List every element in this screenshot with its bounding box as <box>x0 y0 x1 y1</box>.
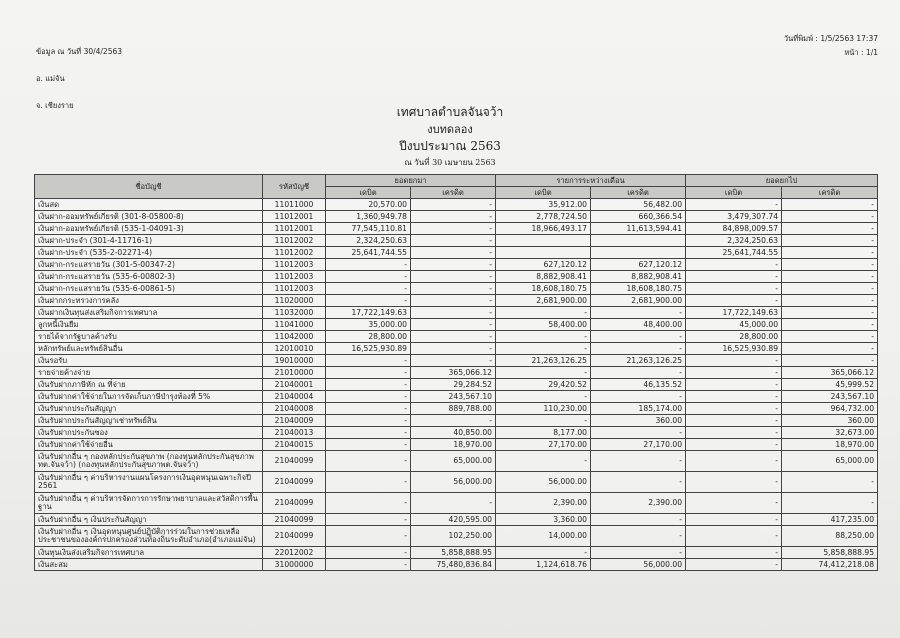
cf-credit-cell: 88,250.00 <box>782 526 878 547</box>
account-name-cell: เงินรับฝากค่าใช้จ่ายอื่น <box>35 439 263 451</box>
mv-debit-cell: 18,966,493.17 <box>496 223 591 235</box>
cf-debit-cell: - <box>686 403 782 415</box>
cf-debit-cell: - <box>686 367 782 379</box>
account-name-cell: เงินรับฝากอื่น ๆ เงินประกันสัญญา <box>35 514 263 526</box>
bf-debit-cell: - <box>326 559 411 571</box>
table-row <box>35 259 878 271</box>
cf-debit-cell: - <box>686 526 782 547</box>
account-name-cell: เงินรับฝากประกันสัญญา <box>35 403 263 415</box>
cf-debit-cell: - <box>686 283 782 295</box>
cf-credit-cell: - <box>782 223 878 235</box>
table-row <box>35 493 878 514</box>
account-code-cell: 11032000 <box>263 307 326 319</box>
bf-debit-cell: 35,000.00 <box>326 319 411 331</box>
mv-credit-cell: 2,681,900.00 <box>591 295 686 307</box>
mv-debit-cell: - <box>496 415 591 427</box>
cf-credit-cell: 243,567.10 <box>782 391 878 403</box>
table-row <box>35 199 878 211</box>
cf-credit-cell: 360.00 <box>782 415 878 427</box>
bf-credit-cell: - <box>411 199 496 211</box>
mv-credit-cell: 660,366.54 <box>591 211 686 223</box>
mv-credit-cell: - <box>591 514 686 526</box>
account-code-cell: 21040009 <box>263 415 326 427</box>
bf-debit-cell: - <box>326 367 411 379</box>
trial-balance-table <box>34 174 878 571</box>
account-name-cell: ลูกหนี้เงินยืม <box>35 319 263 331</box>
cf-credit-cell: - <box>782 295 878 307</box>
cf-debit-cell: 25,641,744.55 <box>686 247 782 259</box>
cf-credit-cell: - <box>782 472 878 493</box>
bf-debit-cell: - <box>326 514 411 526</box>
cf-debit-cell: - <box>686 355 782 367</box>
cf-credit-cell: 74,412,218.08 <box>782 559 878 571</box>
table-row <box>35 331 878 343</box>
mv-credit-cell: - <box>591 307 686 319</box>
account-code-cell: 11012003 <box>263 259 326 271</box>
bf-debit-cell: 2,324,250.63 <box>326 235 411 247</box>
cf-credit-cell: 5,858,888.95 <box>782 547 878 559</box>
cf-debit-cell: - <box>686 472 782 493</box>
bf-debit-cell: - <box>326 379 411 391</box>
account-code-cell: 21040013 <box>263 427 326 439</box>
mv-credit-cell: - <box>591 427 686 439</box>
bf-credit-cell: 40,850.00 <box>411 427 496 439</box>
col-cf-debit: เดบิต <box>686 187 782 199</box>
table-row <box>35 355 878 367</box>
bf-debit-cell: - <box>326 259 411 271</box>
table-row <box>35 559 878 571</box>
account-name-cell: เงินสะสม <box>35 559 263 571</box>
cf-credit-cell: 45,999.52 <box>782 379 878 391</box>
bf-credit-cell: - <box>411 415 496 427</box>
cf-debit-cell: - <box>686 199 782 211</box>
col-carried-forward: ยอดยกไป <box>686 175 878 187</box>
cf-credit-cell: - <box>782 493 878 514</box>
cf-debit-cell: - <box>686 493 782 514</box>
account-name-cell: รายได้จากรัฐบาลค้างรับ <box>35 331 263 343</box>
bf-credit-cell: - <box>411 493 496 514</box>
district-line: อ. แม่จัน <box>36 74 65 83</box>
table-row <box>35 295 878 307</box>
cf-credit-cell: - <box>782 343 878 355</box>
cf-credit-cell: 32,673.00 <box>782 427 878 439</box>
mv-debit-cell <box>496 235 591 247</box>
mv-credit-cell: - <box>591 547 686 559</box>
bf-credit-cell: 18,970.00 <box>411 439 496 451</box>
mv-credit-cell: 627,120.12 <box>591 259 686 271</box>
mv-credit-cell: - <box>591 331 686 343</box>
mv-debit-cell: - <box>496 343 591 355</box>
header-right <box>784 32 878 60</box>
report-title: งบทดลอง <box>427 123 473 136</box>
province-line: จ. เชียงราย <box>36 101 74 110</box>
mv-debit-cell: 21,263,126.25 <box>496 355 591 367</box>
as-of-title: ณ วันที่ 30 เมษายน 2563 <box>404 158 496 167</box>
cf-debit-cell: - <box>686 379 782 391</box>
account-code-cell: 21010000 <box>263 367 326 379</box>
account-code-cell: 12010010 <box>263 343 326 355</box>
bf-credit-cell: - <box>411 223 496 235</box>
bf-debit-cell: 1,360,949.78 <box>326 211 411 223</box>
account-name-cell: เงินรับฝากประกันสัญญาเช่าทรัพย์สิน <box>35 415 263 427</box>
bf-credit-cell: 56,000.00 <box>411 472 496 493</box>
table-row <box>35 367 878 379</box>
mv-credit-cell: 11,613,594.41 <box>591 223 686 235</box>
account-name-cell: รายจ่ายค้างจ่าย <box>35 367 263 379</box>
account-name-cell: เงินฝาก-ออมทรัพย์เกียรติ (301-8-05800-8) <box>35 211 263 223</box>
cf-debit-cell: 17,722,149.63 <box>686 307 782 319</box>
bf-debit-cell: 16,525,930.89 <box>326 343 411 355</box>
account-name-cell: เงินรับฝากอื่น ๆ ค่าบริหารงานแผนโครงการเงินอุดหนุนเฉพาะกิจปี 2561 <box>35 472 263 493</box>
mv-debit-cell <box>496 247 591 259</box>
bf-debit-cell: - <box>326 493 411 514</box>
mv-debit-cell: - <box>496 331 591 343</box>
bf-credit-cell: - <box>411 295 496 307</box>
account-name-cell: เงินฝากเงินทุนส่งเสริมกิจการเทศบาล <box>35 307 263 319</box>
bf-credit-cell: 65,000.00 <box>411 451 496 472</box>
account-name-cell: เงินฝาก-กระแสรายวัน (301-5-00347-2) <box>35 259 263 271</box>
account-code-cell: 11041000 <box>263 319 326 331</box>
account-code-cell: 21040008 <box>263 403 326 415</box>
table-row <box>35 211 878 223</box>
bf-debit-cell: - <box>326 547 411 559</box>
table-row <box>35 514 878 526</box>
account-name-cell: เงินฝาก-กระแสรายวัน (535-6-00861-5) <box>35 283 263 295</box>
cf-debit-cell: 2,324,250.63 <box>686 235 782 247</box>
cf-credit-cell: 18,970.00 <box>782 439 878 451</box>
account-name-cell: หลักทรัพย์และทรัพย์สินอื่น <box>35 343 263 355</box>
account-name-cell: เงินฝาก-กระแสรายวัน (535-6-00802-3) <box>35 271 263 283</box>
account-code-cell: 21040001 <box>263 379 326 391</box>
table-row <box>35 319 878 331</box>
cf-debit-cell: 16,525,930.89 <box>686 343 782 355</box>
bf-debit-cell: - <box>326 391 411 403</box>
account-code-cell: 21040099 <box>263 472 326 493</box>
table-row <box>35 427 878 439</box>
col-movement: รายการระหว่างเดือน <box>496 175 686 187</box>
col-account-code: รหัสบัญชี <box>263 175 326 199</box>
account-name-cell: เงินรับฝากอื่น ๆ เงินอุดหนุนศูนย์ปฏิบัติการร่วมในการช่วยเหลือประชาชนขององค์กรปกครองส่วนท้องถิ่นระดับอำเภอ(อำเภอแม่จัน) <box>35 526 263 547</box>
mv-debit-cell: 29,420.52 <box>496 379 591 391</box>
table-row <box>35 439 878 451</box>
bf-credit-cell: 420,595.00 <box>411 514 496 526</box>
bf-credit-cell: 243,567.10 <box>411 391 496 403</box>
account-name-cell: เงินฝากกระทรวงการคลัง <box>35 295 263 307</box>
cf-credit-cell: - <box>782 259 878 271</box>
account-code-cell: 11012001 <box>263 223 326 235</box>
bf-debit-cell: 25,641,744.55 <box>326 247 411 259</box>
mv-credit-cell: - <box>591 526 686 547</box>
bf-debit-cell: 17,722,149.63 <box>326 307 411 319</box>
mv-credit-cell: 8,882,908.41 <box>591 271 686 283</box>
cf-debit-cell: - <box>686 451 782 472</box>
mv-debit-cell: - <box>496 307 591 319</box>
cf-debit-cell: - <box>686 514 782 526</box>
col-bf-credit: เครดิต <box>411 187 496 199</box>
cf-debit-cell: 45,000.00 <box>686 319 782 331</box>
mv-debit-cell: - <box>496 451 591 472</box>
account-name-cell: เงินรับฝากอื่น ๆ ค่าบริหารจัดการการรักษาพยาบาลและสวัสดิการพื้นฐาน <box>35 493 263 514</box>
account-code-cell: 11042000 <box>263 331 326 343</box>
cf-credit-cell: - <box>782 271 878 283</box>
account-code-cell: 21040099 <box>263 493 326 514</box>
bf-debit-cell: - <box>326 283 411 295</box>
bf-debit-cell: 28,800.00 <box>326 331 411 343</box>
account-code-cell: 19010000 <box>263 355 326 367</box>
table-row <box>35 283 878 295</box>
cf-debit-cell: - <box>686 415 782 427</box>
cf-debit-cell: 3,479,307.74 <box>686 211 782 223</box>
bf-debit-cell: - <box>326 472 411 493</box>
mv-credit-cell: 56,482.00 <box>591 199 686 211</box>
account-code-cell: 11020000 <box>263 295 326 307</box>
cf-credit-cell: 65,000.00 <box>782 451 878 472</box>
table-row <box>35 403 878 415</box>
account-code-cell: 22012002 <box>263 547 326 559</box>
table-row <box>35 307 878 319</box>
cf-credit-cell: - <box>782 319 878 331</box>
mv-credit-cell: 48,400.00 <box>591 319 686 331</box>
mv-debit-cell: 110,230.00 <box>496 403 591 415</box>
bf-debit-cell: - <box>326 403 411 415</box>
bf-debit-cell: - <box>326 439 411 451</box>
page-number: หน้า : 1/1 <box>844 48 878 57</box>
account-code-cell: 21040004 <box>263 391 326 403</box>
mv-debit-cell: 56,000.00 <box>496 472 591 493</box>
account-code-cell: 11012003 <box>263 271 326 283</box>
mv-credit-cell <box>591 235 686 247</box>
cf-credit-cell: - <box>782 199 878 211</box>
cf-debit-cell: - <box>686 439 782 451</box>
bf-debit-cell: 20,570.00 <box>326 199 411 211</box>
mv-debit-cell: 2,390.00 <box>496 493 591 514</box>
bf-debit-cell: - <box>326 355 411 367</box>
bf-debit-cell: 77,545,110.81 <box>326 223 411 235</box>
col-mv-credit: เครดิต <box>591 187 686 199</box>
bf-credit-cell: - <box>411 331 496 343</box>
account-code-cell: 21040099 <box>263 514 326 526</box>
table-row <box>35 379 878 391</box>
mv-credit-cell: 360.00 <box>591 415 686 427</box>
table-row <box>35 391 878 403</box>
mv-credit-cell <box>591 247 686 259</box>
mv-debit-cell: 1,124,618.76 <box>496 559 591 571</box>
mv-credit-cell: - <box>591 472 686 493</box>
mv-debit-cell: 8,177.00 <box>496 427 591 439</box>
bf-credit-cell: - <box>411 319 496 331</box>
account-name-cell: เงินรับฝากภาษีหัก ณ ที่จ่าย <box>35 379 263 391</box>
table-row <box>35 235 878 247</box>
as-of-date-line: ข้อมูล ณ วันที่ 30/4/2563 <box>36 47 123 56</box>
mv-credit-cell: - <box>591 451 686 472</box>
bf-credit-cell: - <box>411 247 496 259</box>
account-code-cell: 11012002 <box>263 247 326 259</box>
mv-debit-cell: 627,120.12 <box>496 259 591 271</box>
bf-credit-cell: - <box>411 271 496 283</box>
cf-credit-cell: - <box>782 235 878 247</box>
bf-credit-cell: - <box>411 355 496 367</box>
bf-debit-cell: - <box>326 427 411 439</box>
table-row <box>35 472 878 493</box>
account-name-cell: เงินรอรับ <box>35 355 263 367</box>
bf-debit-cell: - <box>326 451 411 472</box>
bf-credit-cell: 102,250.00 <box>411 526 496 547</box>
account-code-cell: 11012002 <box>263 235 326 247</box>
mv-debit-cell: 27,170.00 <box>496 439 591 451</box>
mv-credit-cell: 46,135.52 <box>591 379 686 391</box>
cf-debit-cell: - <box>686 271 782 283</box>
account-name-cell: เงินฝาก-ประจำ (535-2-02271-4) <box>35 247 263 259</box>
cf-debit-cell: - <box>686 259 782 271</box>
bf-debit-cell: - <box>326 295 411 307</box>
account-code-cell: 31000000 <box>263 559 326 571</box>
print-date: วันที่พิมพ์ : 1/5/2563 17:37 <box>783 34 878 43</box>
mv-debit-cell: 18,608,180.75 <box>496 283 591 295</box>
bf-credit-cell: - <box>411 235 496 247</box>
col-bf-debit: เดบิต <box>326 187 411 199</box>
cf-credit-cell: 365,066.12 <box>782 367 878 379</box>
account-code-cell: 21040099 <box>263 451 326 472</box>
table-row <box>35 547 878 559</box>
mv-debit-cell: 35,912.00 <box>496 199 591 211</box>
account-name-cell: เงินรับฝากประกันซอง <box>35 427 263 439</box>
account-code-cell: 21040099 <box>263 526 326 547</box>
table-row <box>35 343 878 355</box>
account-code-cell: 21040015 <box>263 439 326 451</box>
cf-debit-cell: - <box>686 391 782 403</box>
account-code-cell: 11012001 <box>263 211 326 223</box>
bf-credit-cell: - <box>411 307 496 319</box>
account-code-cell: 11012003 <box>263 283 326 295</box>
table-row <box>35 451 878 472</box>
bf-credit-cell: - <box>411 283 496 295</box>
account-name-cell: เงินสด <box>35 199 263 211</box>
bf-debit-cell: - <box>326 526 411 547</box>
table-row <box>35 223 878 235</box>
mv-debit-cell: - <box>496 547 591 559</box>
mv-debit-cell: 8,882,908.41 <box>496 271 591 283</box>
mv-debit-cell: 14,000.00 <box>496 526 591 547</box>
bf-credit-cell: 29,284.52 <box>411 379 496 391</box>
fiscal-year-title: ปีงบประมาณ 2563 <box>399 139 501 153</box>
bf-credit-cell: 889,788.00 <box>411 403 496 415</box>
cf-credit-cell: - <box>782 331 878 343</box>
mv-debit-cell: - <box>496 391 591 403</box>
mv-credit-cell: 21,263,126.25 <box>591 355 686 367</box>
col-brought-forward: ยอดยกมา <box>326 175 496 187</box>
mv-credit-cell: - <box>591 391 686 403</box>
cf-credit-cell: - <box>782 247 878 259</box>
account-name-cell: เงินฝาก-ประจำ (301-4-11716-1) <box>35 235 263 247</box>
account-name-cell: เงินรับฝากอื่น ๆ กองหลักประกันสุขภาพ (กองทุนหลักประกันสุขภาพ ทต.จันจว้า) (กองทุนหลักประกันสุขภาพต.จันจว้า) <box>35 451 263 472</box>
cf-debit-cell: 84,898,009.57 <box>686 223 782 235</box>
mv-credit-cell: - <box>591 367 686 379</box>
table-row <box>35 247 878 259</box>
bf-credit-cell: 365,066.12 <box>411 367 496 379</box>
bf-debit-cell: - <box>326 415 411 427</box>
mv-credit-cell: 185,174.00 <box>591 403 686 415</box>
mv-debit-cell: 2,681,900.00 <box>496 295 591 307</box>
cf-debit-cell: - <box>686 427 782 439</box>
table-row <box>35 271 878 283</box>
mv-debit-cell: - <box>496 367 591 379</box>
cf-debit-cell: 28,800.00 <box>686 331 782 343</box>
mv-credit-cell: 18,608,180.75 <box>591 283 686 295</box>
mv-credit-cell: 2,390.00 <box>591 493 686 514</box>
cf-credit-cell: - <box>782 307 878 319</box>
cf-debit-cell: - <box>686 295 782 307</box>
bf-credit-cell: - <box>411 343 496 355</box>
bf-credit-cell: 75,480,836.84 <box>411 559 496 571</box>
org-title: เทศบาลตำบลจันจว้า <box>396 105 504 119</box>
cf-credit-cell: 964,732.00 <box>782 403 878 415</box>
col-mv-debit: เดบิต <box>496 187 591 199</box>
col-account-name: ชื่อบัญชี <box>35 175 263 199</box>
account-name-cell: เงินรับฝากค่าใช้จ่ายในการจัดเก็บภาษีบำรุงท้องที่ 5% <box>35 391 263 403</box>
bf-credit-cell: - <box>411 211 496 223</box>
table-row <box>35 415 878 427</box>
cf-debit-cell: - <box>686 559 782 571</box>
bf-credit-cell: 5,858,888.95 <box>411 547 496 559</box>
mv-credit-cell: - <box>591 343 686 355</box>
table-row <box>35 526 878 547</box>
cf-credit-cell: 417,235.00 <box>782 514 878 526</box>
bf-credit-cell: - <box>411 259 496 271</box>
col-cf-credit: เครดิต <box>782 187 878 199</box>
account-name-cell: เงินทุนเงินส่งเสริมกิจการเทศบาล <box>35 547 263 559</box>
mv-debit-cell: 58,400.00 <box>496 319 591 331</box>
mv-debit-cell: 3,360.00 <box>496 514 591 526</box>
cf-credit-cell: - <box>782 283 878 295</box>
mv-credit-cell: 56,000.00 <box>591 559 686 571</box>
bf-debit-cell: - <box>326 271 411 283</box>
account-name-cell: เงินฝาก-ออมทรัพย์เกียรติ (535-1-04091-3) <box>35 223 263 235</box>
account-code-cell: 11011000 <box>263 199 326 211</box>
mv-credit-cell: 27,170.00 <box>591 439 686 451</box>
cf-debit-cell: - <box>686 547 782 559</box>
cf-credit-cell: - <box>782 355 878 367</box>
mv-debit-cell: 2,778,724.50 <box>496 211 591 223</box>
cf-credit-cell: - <box>782 211 878 223</box>
